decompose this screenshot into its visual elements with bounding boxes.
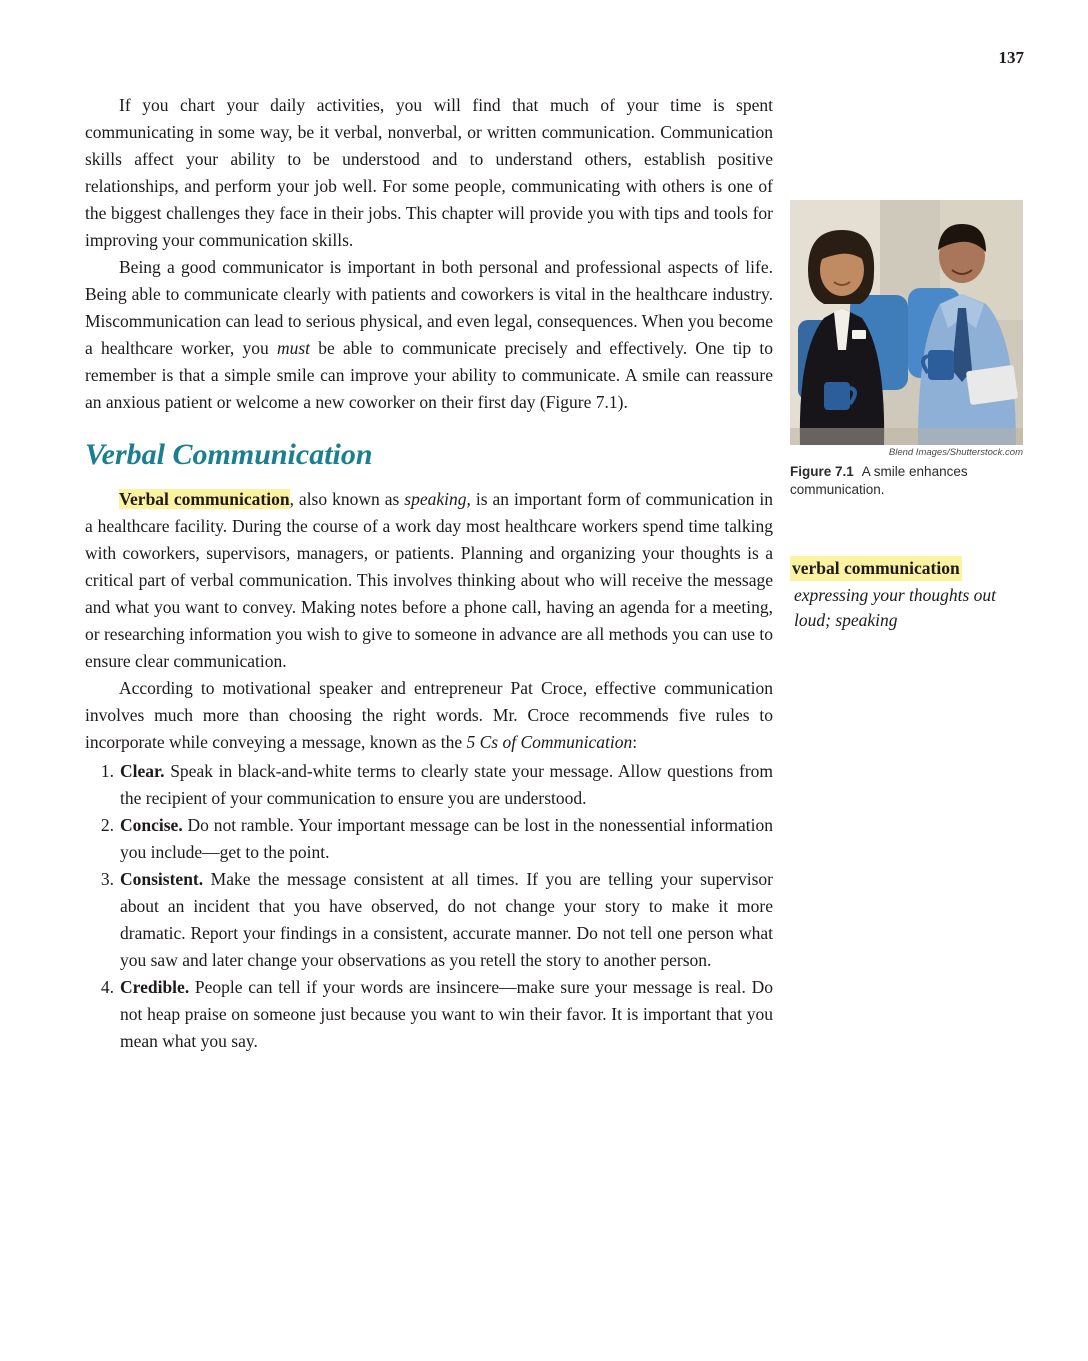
section-heading-verbal-communication: Verbal Communication	[85, 438, 373, 471]
list-item	[85, 866, 773, 974]
figure-caption-label: Figure 7.1	[790, 464, 854, 479]
paragraph-intro-2: Being a good communicator is important in both personal and professional aspects of life. Being able to communicate clearly with patients and coworkers is vital in the healthcare industry. Miscommunication can lead to serious physical, and even legal, consequences. When you become a healthcare worker, you must be able to communicate precisely and effectively. One tip to remember is that a simple smile can improve your ability to communicate. A smile can reassure an anxious patient or welcome a new coworker on their first day (Figure 7.1).	[85, 257, 773, 412]
list-number: 3.	[100, 869, 114, 889]
definition-text: expressing your thoughts out loud; speaking	[794, 585, 997, 630]
definition-term: verbal communication	[790, 556, 962, 581]
paragraph-verbal-2: According to motivational speaker and entrepreneur Pat Croce, effective communication involves much more than choosing the right words. Mr. Croce recommends five rules to incorporate while conveying a message, known as the 5 Cs of Communication:	[85, 678, 773, 752]
page-number: 137	[998, 48, 1024, 67]
list-item-text: Credible. People can tell if your words are insincere—make sure your message is real. Do not heap praise on someone just because you want to win their favor. It is important that you mean what you say.	[120, 977, 773, 1051]
paragraph-verbal-1: Verbal communication, also known as speaking, is an important form of communication in a healthcare facility. During the course of a work day most healthcare workers spend time talking with coworkers, supervisors, managers, or patients. Planning and organizing your thoughts is a critical part of verbal communication. This involves thinking about who will receive the message and what you want to convey. Making notes before a phone call, having an agenda for a meeting, or researching information you wish to give to someone in advance are all methods you can use to ensure clear communication.	[85, 489, 773, 671]
paragraph-intro-1: If you chart your daily activities, you will find that much of your time is spent communicating in some way, be it verbal, nonverbal, or written communication. Communication skills affect your ability to be understood and to understand others, establish positive relationships, and perform your job well. For some people, communicating with others is one of the biggest challenges they face in their jobs. This chapter will provide you with tips and tools for improving your communication skills.	[85, 95, 773, 250]
list-item	[85, 974, 773, 1055]
list-item-text: Concise. Do not ramble. Your important message can be lost in the nonessential information you include—get to the point.	[120, 815, 773, 862]
figure-block	[790, 200, 1023, 499]
list-item-text: Consistent. Make the message consistent at all times. If you are telling your supervisor about an incident that you have observed, do not change your story to make it more dramatic. Report your findings in a consistent, accurate manner. Do not tell one person what you saw and later change your observations as you retell the story to another person.	[120, 869, 773, 970]
list-number: 2.	[100, 815, 114, 835]
list-item-text: Clear. Speak in black-and-white terms to clearly state your message. Allow questions from the recipient of your communication to ensure you are understood.	[120, 761, 773, 808]
figure-7-1-photo	[790, 200, 1023, 445]
list-number: 4.	[100, 977, 114, 997]
list-item	[85, 758, 773, 812]
margin-definition	[790, 556, 1023, 633]
figure-caption-text: A smile enhances communication.	[790, 464, 968, 497]
list-item	[85, 812, 773, 866]
list-number: 1.	[100, 761, 114, 781]
main-text-column	[85, 92, 773, 1055]
figure-credit: Blend Images/Shutterstock.com	[888, 447, 1023, 458]
figure-caption	[790, 463, 1023, 499]
five-cs-list	[85, 758, 773, 1055]
